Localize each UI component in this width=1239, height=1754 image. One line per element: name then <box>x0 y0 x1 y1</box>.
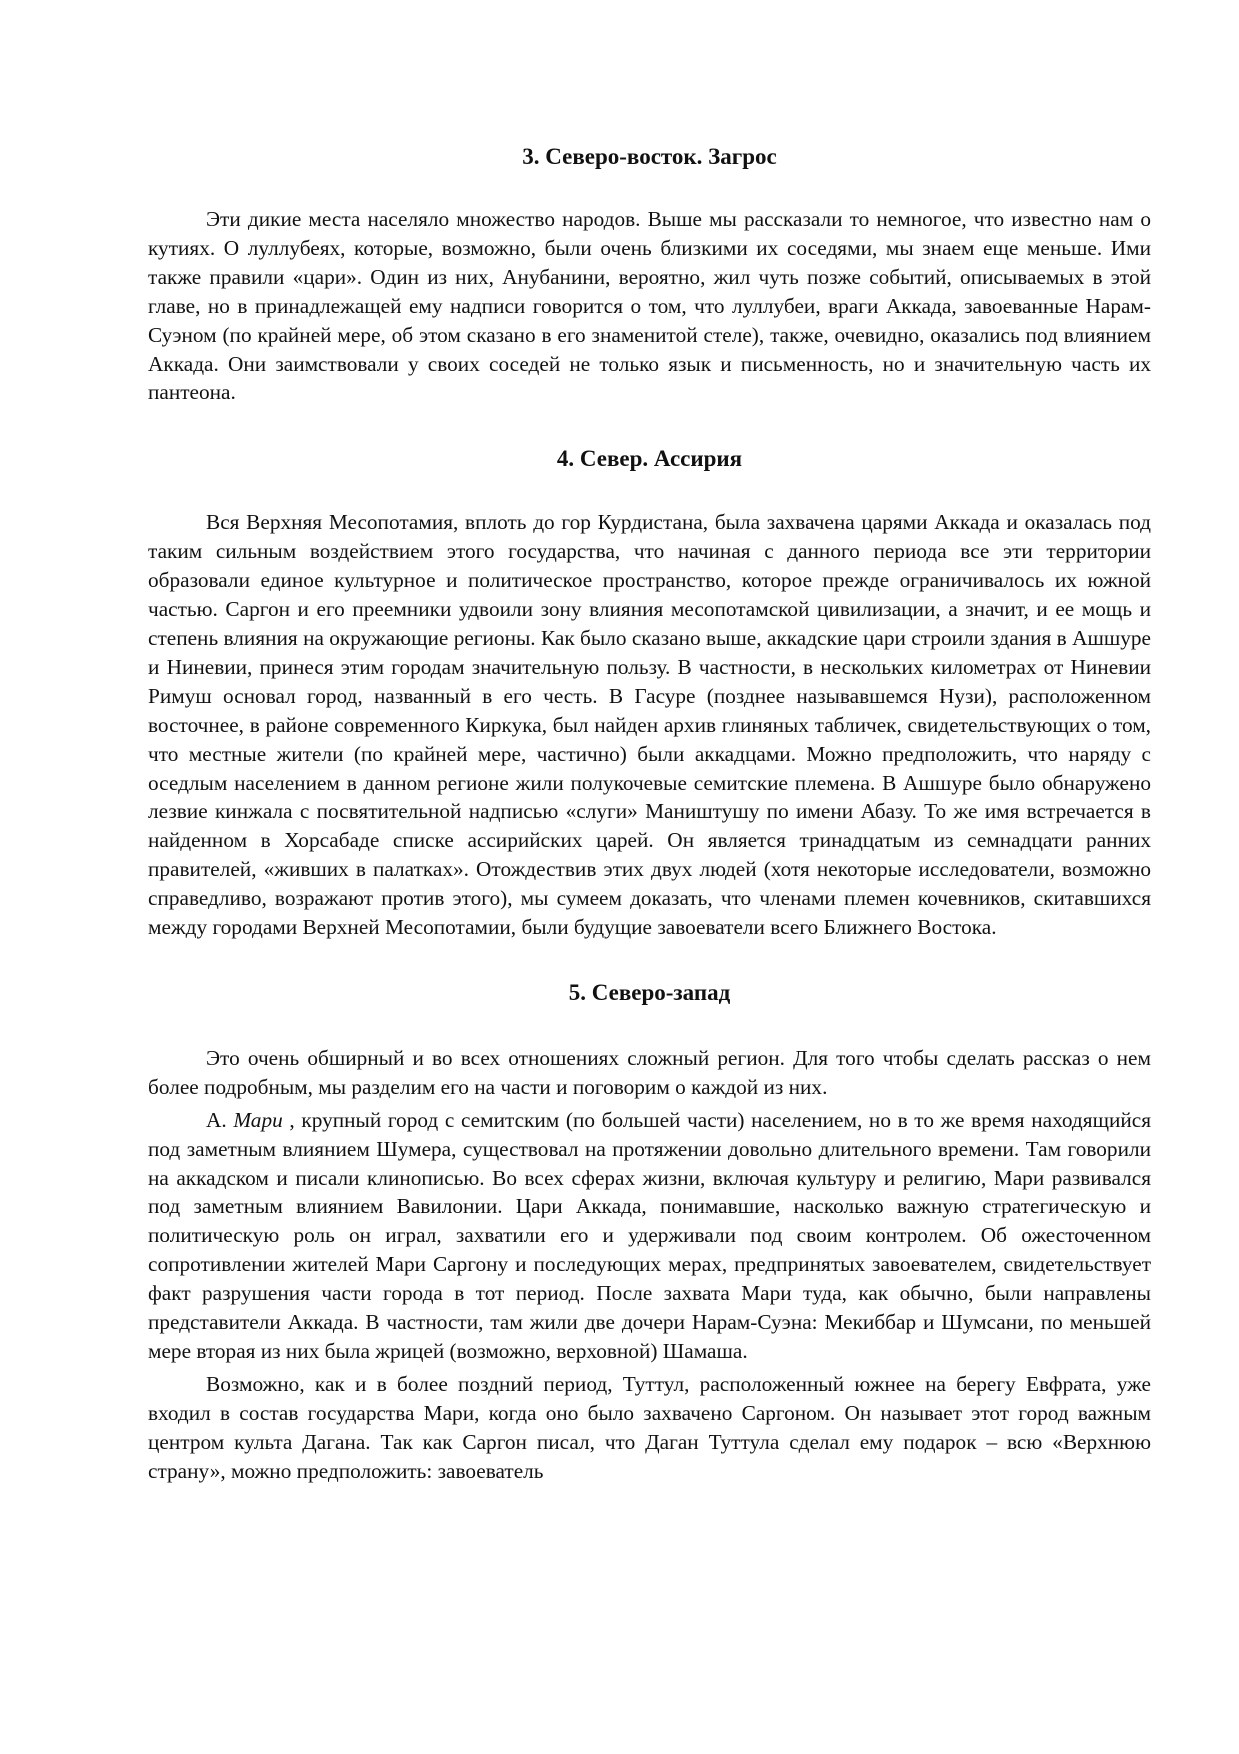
section-4-heading: 4. Север. Ассирия <box>556 446 743 472</box>
section-4-paragraph: Вся Верхняя Месопотамия, вплоть до гор Курдистана, была захвачена царями Аккада и оказалась под таким сильным воздействием этого государства, что начиная с данного периода все эти территории образовали единое культурное и политическое пространство, которое прежде ограничивалось их южной частью. Саргон и его преемники удвоили зону влияния месопотамской цивилизации, а значит, и ее мощь и степень влияния на окружающие регионы. Как было сказано выше, аккадские цари строили здания в Ашшуре и Ниневии, принеся этим городам значительную пользу. В частности, в нескольких километрах от Ниневии Римуш основал город, названный в его честь. В Гасуре (позднее называвшемся Нузи), расположенном восточнее, в районе современного Киркука, был найден архив глиняных табличек, свидетельствующих о том, что местные жители (по крайней мере, частично) были аккадцами. Можно предположить, что наряду с оседлым населением в данном регионе жили полукочевые семитские племена. В Ашшуре было обнаружено лезвие кинжала с посвятительной надписью «слуги» Маништушу по имени Абазу. То же имя встречается в найденном в Хорсабаде списке ассирийских царей. Он является тринадцатым из семнадцати ранних правителей, «живших в палатках». Отождествив этих двух людей (хотя некоторые исследователи, возможно справедливо, возражают против этого), мы сумеем доказать, что членами племен кочевников, скитавшихся между городами Верхней Месопотамии, были будущие завоеватели всего Ближнего Востока. <box>148 510 1151 940</box>
section-5-heading: 5. Северо-запад <box>568 979 731 1005</box>
section-5-paragraph-2 <box>148 1106 1151 1366</box>
section-5-paragraph-3: Возможно, как и в более поздний период, Туттул, расположенный южнее на берегу Евфрата, уже входил в состав государства Мари, когда оно было захвачено Саргоном. Он называет этот город важным центром культа Дагана. Так как Саргон писал, что Даган Туттула сделал ему подарок – всю «Верхнюю страну», можно предположить: завоеватель <box>148 1371 1151 1483</box>
section-3-paragraph: Эти дикие места населяло множество народов. Выше мы рассказали то немногое, что известно нам о кутиях. О луллубеях, которые, возможно, были очень близкими их соседями, мы знаем еще меньше. Ими также правили «цари». Один из них, Анубанини, вероятно, жил чуть позже событий, описываемых в этой главе, но в принадлежащей ему надписи говорится о том, что луллубеи, враги Аккада, завоеванные Нарам-Суэном (по крайней мере, об этом сказано в его знаменитой стеле), также, очевидно, оказались под влиянием Аккада. Они заимствовали у своих соседей не только язык и письменность, но и значительную часть их пантеона. <box>148 207 1151 405</box>
section-5-paragraph-2-body: , крупный город с семитским (по большей части) населением, но в то же время находящийся под заметным влиянием Шумера, существовал на протяжении довольно длительного времени. Там говорили на аккадском и писали клинописью. Во всех сферах жизни, включая культуру и религию, Мари развивался под заметным влиянием Вавилонии. Цари Аккада, понимавшие, насколько важную стратегическую и политическую роль он играл, захватили его и удерживали под своим контролем. Об ожесточенном сопротивлении жителей Мари Саргону и последующих мерах, предпринятых завоевателем, свидетельствует факт разрушения части города в тот период. После захвата Мари туда, как обычно, были направлены представители Аккада. В частности, там жили две дочери Нарам-Суэна: Мекиббар и Шумсани, по меньшей мере вторая из них была жрицей (возможно, верховной) Шамаша. <box>148 1107 1152 1363</box>
section-5-paragraph-2-prefix: А. <box>206 1107 234 1132</box>
section-5-paragraph-1: Это очень обширный и во всех отношениях сложный регион. Для того чтобы сделать рассказ о нем более подробным, мы разделим его на части и поговорим о каждой из них. <box>148 1045 1151 1099</box>
document-page <box>148 142 1151 1486</box>
section-5-term-mari: Мари <box>233 1107 283 1132</box>
section-3-heading: 3. Северо-восток. Загрос <box>522 144 777 169</box>
